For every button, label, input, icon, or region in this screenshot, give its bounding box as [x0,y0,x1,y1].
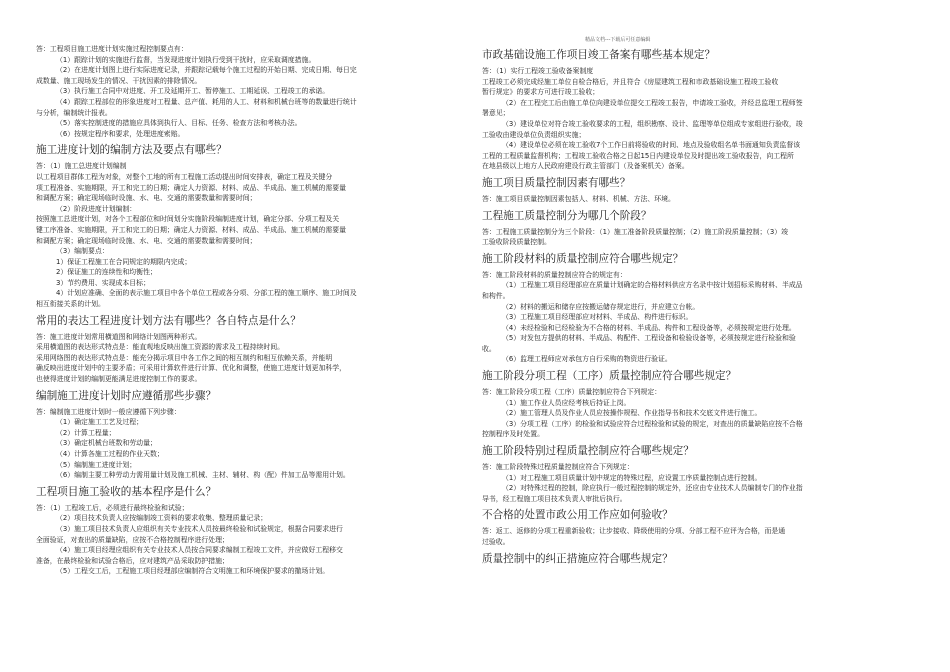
body-line: 全面验证，对查出的质量缺陷，应按不合格控制程序进行处理； [36,535,229,544]
body-line: （1）工程施工项目经理部应在质量计划确定的合格材料供应方名录中按计划招标采购材料、半成品 [502,281,803,290]
question-heading: 工程项目施工验收的基本程序是什么？ [36,485,217,498]
section [482,508,914,547]
body-line: （6）编制主要工种劳动力需用量计划及施工机械、主材、辅材、构（配）件加工品等需用计划。 [56,471,350,480]
body-line: 署意见； [482,109,510,118]
answer-line: 答：（1）工程竣工后，必须进行最终检验和试验； [36,503,189,512]
body-line: （3）工程施工项目经理部应对材料、半成品、构件进行标识。 [502,313,693,322]
body-line: 相互衔接关系的计划。 [36,300,105,309]
body-line: 工程竣工必须完成经施工单位自检合格后，并且符合《房屋建筑工程和市政基础设施工程竣工验收 [482,77,779,86]
body-line: （2）阶段进度计划编制： [56,204,137,213]
body-line: （1）施工作业人员应经考核后持证上岗。 [502,398,631,407]
left-column [36,44,460,577]
section [36,485,460,577]
body-line: （3）施工项目技术负责人应组织有关专业技术人员按最终检验和试验规定，根据合同要求进行 [56,524,343,533]
body-line: 工程的工程质量监督机构；工程竣工验收合格之日起15日内建设单位及时提出竣工验收报告，向工程所 [482,151,794,160]
body-line: 导书，经工程施工项目技术负责人审批后执行。 [482,494,627,503]
body-line: （6）监理工程师应对承包方自行采购的物资进行验证。 [502,355,672,364]
body-line: 和调配方案；确定现场临时设施、水、电、交通的需要数量和需要时间； [36,194,257,203]
answer-line: 答：施工进度计划常用横道图和网络计划图两种形式。 [36,332,202,341]
page-header: 精品文档---下载后可任意编辑 [585,37,651,43]
body-line: 2）保证施工的连续性和均衡性； [56,268,157,277]
question-heading: 常用的表达工程进度计划方法有哪些？各自特点是什么？ [36,314,301,327]
answer-line: 答：施工阶段材料的质量控制应符合的规定有： [482,270,627,279]
body-line: （3）执行施工合同中对进度、开工及延期开工、暂停施工、工期延误、工程竣工的承诺。 [56,87,330,96]
right-column [482,44,914,570]
section [36,314,460,385]
body-line: （2）在进度计划图上进行实际进度记录，并跟踪记载每个施工过程的开始日期、完成日期、每日完 [56,66,357,75]
body-line: 以工程项目群体工程为对象，对整个工地的所有工程施工活动提出时间安排表，确定工程及关键分 [36,172,333,181]
body-line: （3）建设单位对符合竣工验收要求的工程，组织勘察、设计、监理等单位组成专家组进行验收，竣 [502,119,803,128]
body-line: （3）编制要点： [56,247,109,256]
body-line: 按照施工总进度计划，对各个工程部位和时间划分实施阶段编制进度计划，确定分部、分项工程及关 [36,215,340,224]
body-line: 确反映出进度计划中的主要矛盾；可采用计算软件进行计算、优化和调整，使施工进度计划更加科学， [36,364,347,373]
body-line: （4）施工项目经理应组织有关专业技术人员按合同要求编制工程竣工文件，并应做好工程移交 [56,546,343,555]
body-line: （3）确定机械台班数和劳动量； [56,439,157,448]
body-line: 准备，在最终检验和试验合格后，应对建筑产品采取防护措施； [36,556,229,565]
body-line: 与分析，编制统计报表。 [36,108,112,117]
body-line: 暂行规定》的要求方可进行竣工验收； [482,88,600,97]
section [36,44,460,139]
body-line: 过验收。 [482,538,510,546]
question-heading: 质量控制中的纠正措施应符合哪些规定？ [482,552,673,565]
body-line: 工验收由建设单位负责组织实施； [482,130,586,139]
question-heading: 不合格的处置市政公用工作应如何验收？ [482,509,673,522]
body-line: 和调配方案；确定现场临时设施、水、电、交通的需要数量和需要时间； [36,236,257,245]
body-line: 也使得进度计划的编制更能满足进度控制工作的要求。 [36,375,202,384]
section [482,444,914,504]
body-line: 采用网络图的表达形式特点是：能充分揭示项目中各工作之间的相互制约和相互依赖关系，并能明 [36,353,333,362]
question-heading: 施工进度计划的编制方法及要点有哪些？ [36,144,227,157]
body-line: （2）在工程完工后由施工单位向建设单位提交工程竣工报告，申请竣工验收，并经总监理工程师签 [502,98,803,107]
body-line: （2）计算工程量； [56,428,116,437]
body-line: （1）对工程施工项目质量计划中规定的特殊过程，应设置工序质量控制点进行控制。 [502,473,762,482]
body-line: 和构件。 [482,291,510,300]
body-line: （4）未经检验和已经检验为不合格的材料、半成品、构件和工程设备等，必须按规定进行处理。 [502,323,796,332]
body-line: （3）分项工程（工序）的检验和试验应符合过程检验和试验的规定，对查出的质量缺陷应按不合格 [502,419,803,428]
body-line: 1）保证工程施工在合同规定的期限内完成； [56,257,192,266]
body-line: （4）跟踪工程部位的形象进度对工程量、总产值、耗用的人工、材料和机械台班等的数量进行统计 [56,97,357,106]
answer-line: 答：施工阶段特殊过程质量控制应符合下列规定： [482,463,634,472]
body-line: （5）落实控制进度的措施应具体到执行人、目标、任务、检查方法和考核办法。 [56,119,302,128]
body-line: （6）按规定程序和要求，处理进度索赔。 [56,129,185,138]
answer-line: 答：（1）实行工程竣工验收备案制度 [482,67,594,75]
section [482,369,914,440]
body-line: （4）计算各施工过程的作业天数； [56,450,164,458]
question-heading: 施工阶段分项工程（工序）质量控制应符合哪些规定？ [482,370,737,383]
body-line: （1）跟踪计划的实施进行监督，当发现进度计划执行受到干扰时，应采取调度措施。 [56,55,316,64]
body-line: （2）对特殊过程的控制，除应执行一般过程控制的规定外，还应由专业技术人员编制专门的作业指 [502,484,803,493]
body-line: （2）项目技术负责人应按编制竣工资料的要求收集、整理质量记录； [56,514,268,523]
question-heading: 编制施工进度计划时应遵循那些步骤？ [36,389,217,402]
section [482,552,914,566]
section [482,252,914,365]
body-line: （2）施工管理人员及作业人员应按操作规程、作业指导书和技术交底文件进行施工。 [502,409,762,418]
answer-line: 答：施工项目质量控制因素包括人、材料、机械、方法、环境。 [482,194,675,203]
answer-line: 答：编制施工进度计划时一般应遵循下列步骤： [36,407,181,416]
answer-line: 答：返工、返修的分项工程重新验收；让步接收、降级使用的分项、分部工程不应评为合格，而是通 [482,527,786,536]
section [482,209,914,248]
answer-line: 答：工程施工质量控制分为三个阶段：（1）施工准备阶段质量控制；（2）施工阶段质量控制；（3）竣 [482,227,788,236]
body-line: 键工序准备、实施期限，开工和完工的日期；确定人力资源、材料、成品、半成品、施工机械的需要量 [36,225,347,234]
body-line: 采用横道图的表达形式特点是：能直观地反映出施工资源的需求及工程持续时间。 [36,343,285,352]
section [482,176,914,205]
body-line: 4）计划应准确、全面的表示施工项目中各个单位工程或各分项、分部工程的施工顺序、施工时间及 [56,289,357,298]
answer-line: 答：施工阶段分项工程（工序）质量控制应符合下列规定： [482,388,662,397]
body-line: 收。 [482,344,496,353]
body-line: （5）对发包方提供的材料、半成品、构配件、工程设备和检验设备等，必须按规定进行检验和验 [502,334,796,343]
section [36,143,460,309]
body-line: （1）确定施工工艺及过程； [56,418,144,427]
question-heading: 工程施工质量控制分为哪几个阶段？ [482,209,652,222]
body-line: 3）节约费用、实现成本目标； [56,278,150,287]
question-heading: 施工项目质量控制因素有哪些？ [482,176,631,189]
body-line: 控制程序及时处置。 [482,430,545,439]
question-heading: 施工阶段特别过程质量控制应符合哪些规定？ [482,445,694,458]
body-line: （2）材料的搬运和储存应按搬运储存规定进行，并应建立台帐。 [502,302,700,311]
body-line: （4）建设单位必须在竣工验收7个工作日前将验收的时间、地点及验收组名单书面通知负责监督该 [502,141,801,150]
body-line: 成数量、施工现场发生的情况、干扰因素的排除情况。 [36,76,202,85]
body-line: （5）编制施工进度计划； [56,460,137,469]
answer-line: 答：（1）施工总进度计划编制 [36,162,127,171]
section [36,389,460,481]
body-line: 在地县级以上地方人民政府建设行政主管部门（及备案机关）备案。 [482,162,689,171]
body-line: 项工程准备、实施期限，开工和完工的日期；确定人力资源、材料、成品、半成品、施工机械的需要量 [36,183,347,192]
question-heading: 市政基础设施工作项目竣工备案有哪些基本规定？ [482,49,716,61]
question-heading: 施工阶段材料的质量控制应符合哪些规定？ [482,252,684,265]
answer-line: 答：工程项目施工进度计划实施过程控制要点有： [36,45,188,53]
body-line: 工验收阶段质量控制。 [482,238,551,247]
section [482,48,914,172]
body-line: （5）工程交工后，工程施工项目经理部应编制符合文明施工和环境保护要求的撤场计划。 [56,567,330,576]
